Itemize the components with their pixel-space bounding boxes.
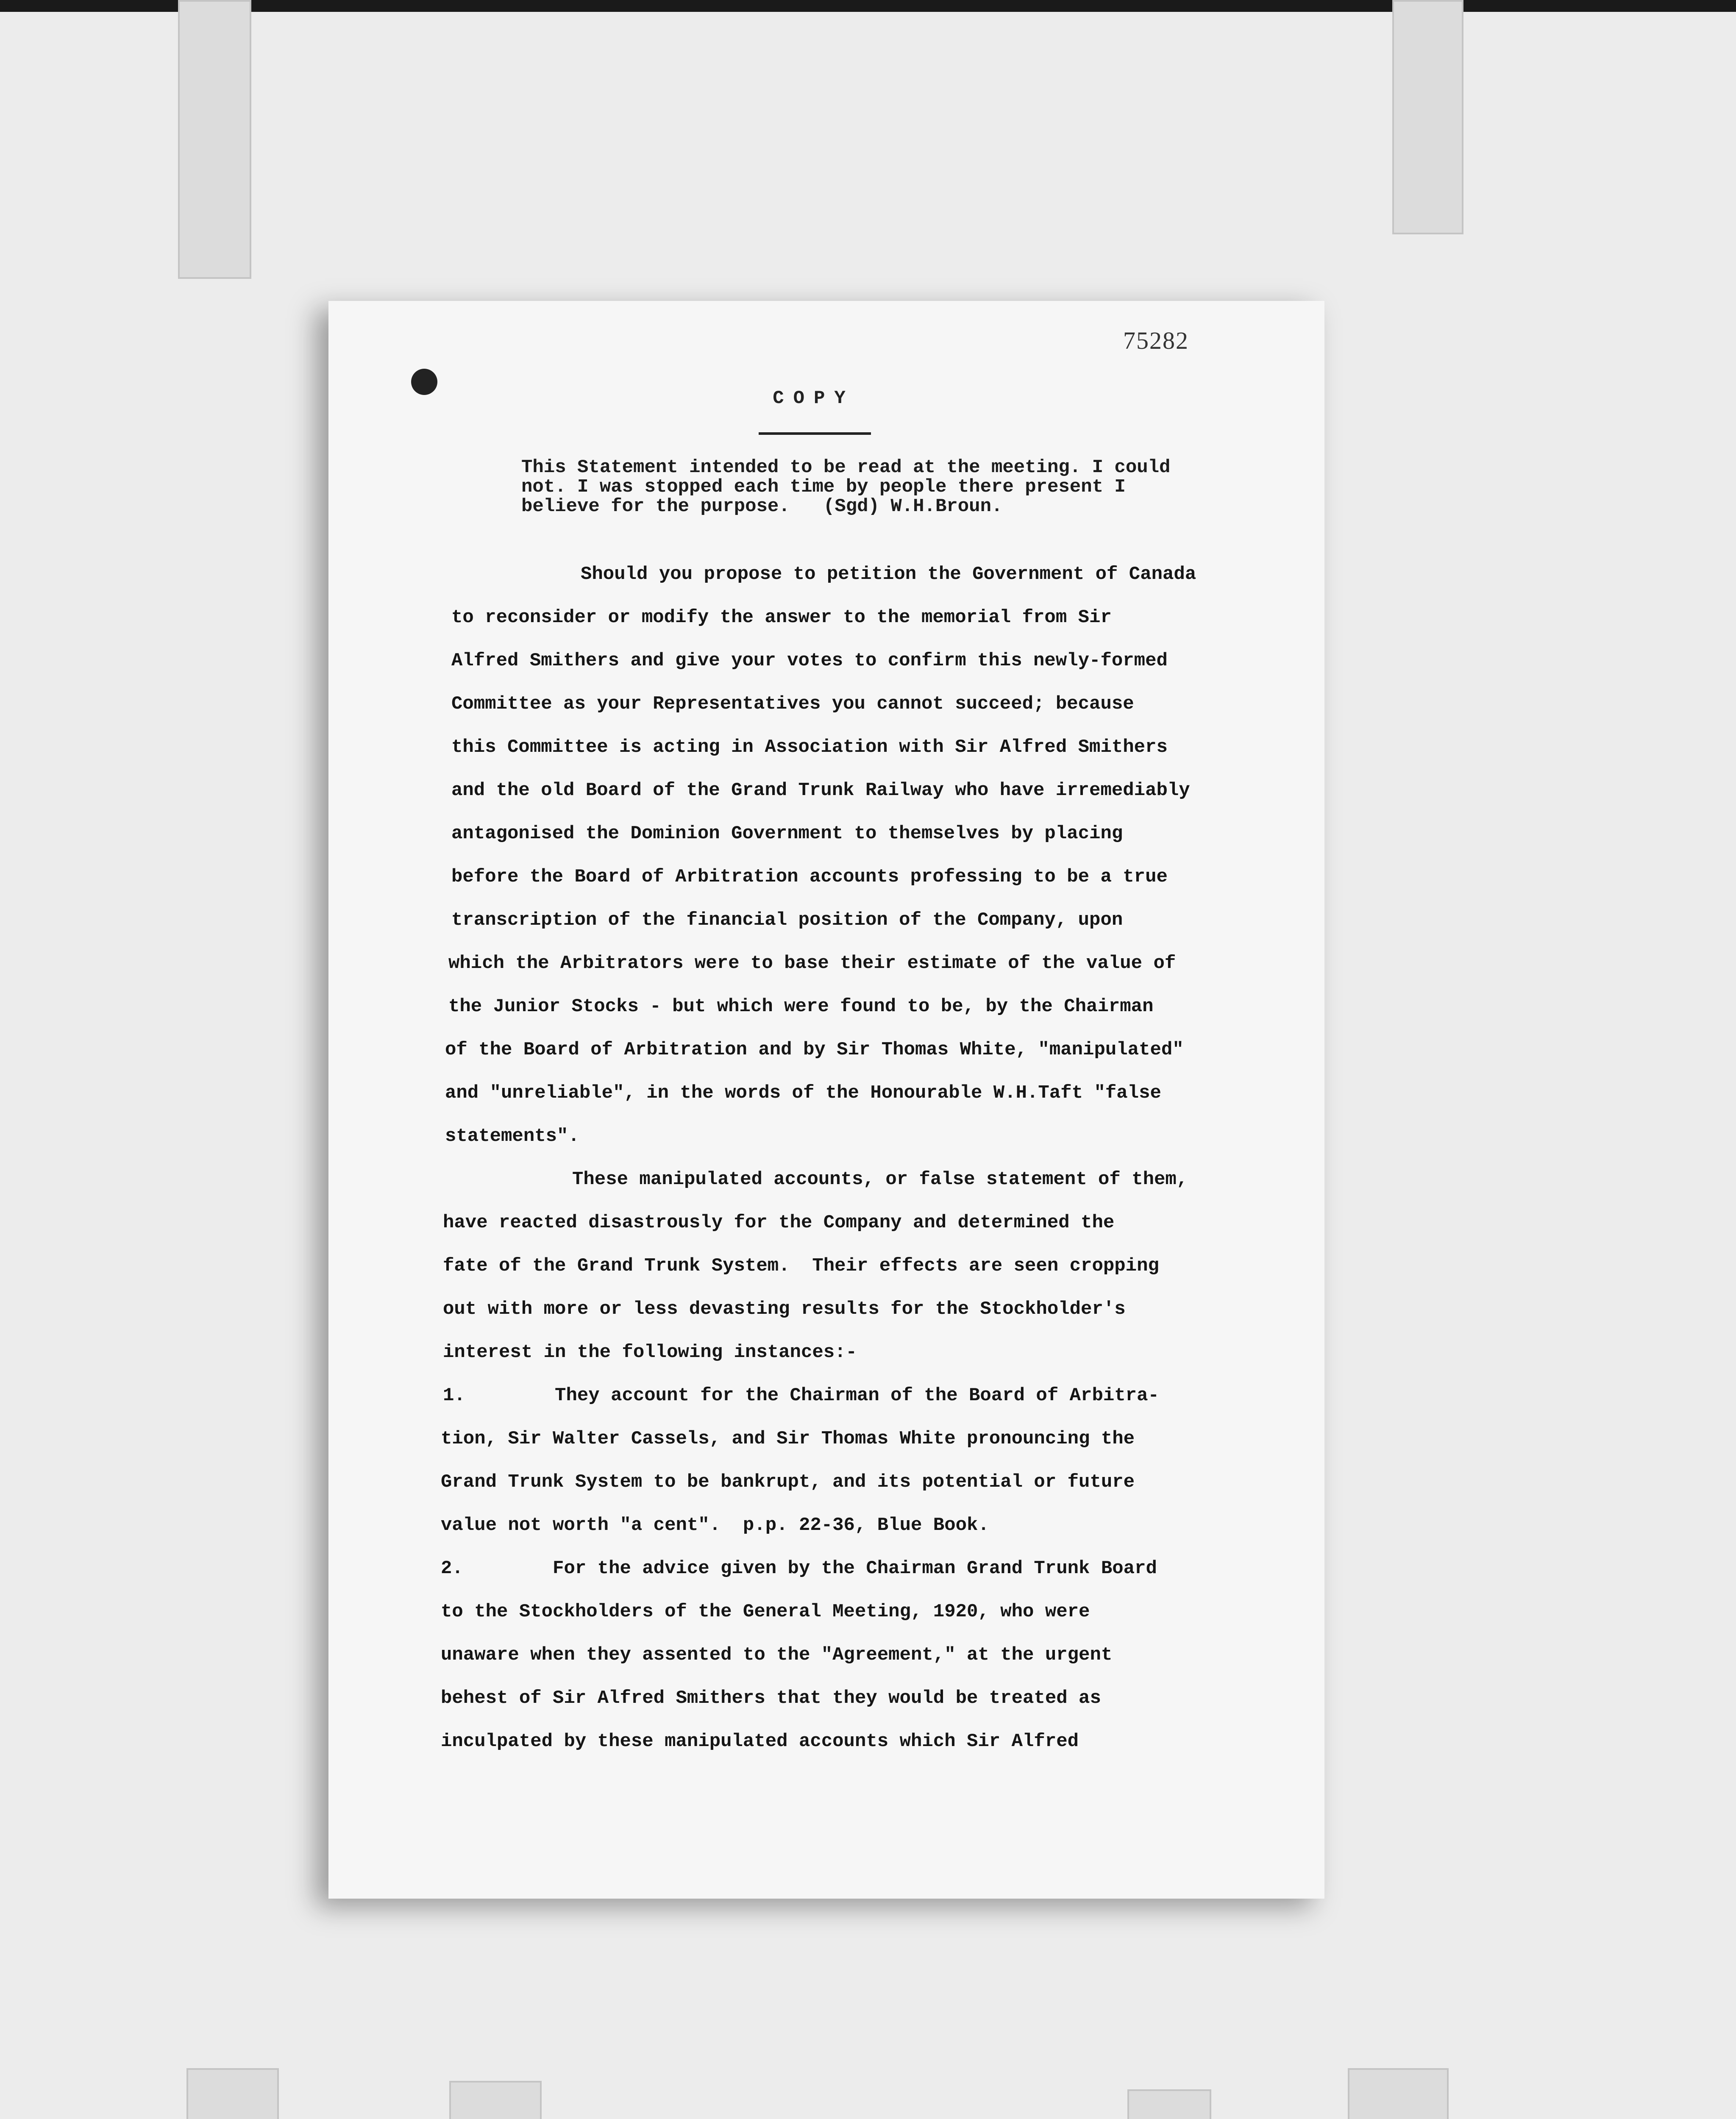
body-line: this Committee is acting in Association with Sir Alfred Smithers: [451, 737, 1168, 758]
mounting-tape: [1127, 2089, 1211, 2119]
document-heading: COPY: [773, 388, 855, 409]
body-line: Grand Trunk System to be bankrupt, and its potential or future: [441, 1471, 1135, 1493]
body-line: 1. They account for the Chairman of the Board of Arbitra-: [443, 1385, 1159, 1406]
mounting-tape: [178, 0, 251, 279]
punch-hole: [411, 369, 437, 395]
body-line: tion, Sir Walter Cassels, and Sir Thomas White pronouncing the: [441, 1428, 1135, 1449]
body-line: unaware when they assented to the "Agreement," at the urgent: [441, 1644, 1113, 1666]
note-line: not. I was stopped each time by people there present I: [521, 476, 1126, 498]
body-line: statements".: [445, 1126, 579, 1147]
heading-underline: [759, 432, 871, 435]
body-line: Committee as your Representatives you cannot succeed; because: [451, 693, 1134, 715]
body-line: have reacted disastrously for the Company and determined the: [443, 1212, 1115, 1233]
mounting-tape: [186, 2068, 279, 2119]
note-line: believe for the purpose. (Sgd) W.H.Broun.: [521, 496, 1003, 517]
body-line: antagonised the Dominion Government to themselves by placing: [451, 823, 1123, 844]
body-line: transcription of the financial position of the Company, upon: [451, 909, 1123, 931]
body-line: to the Stockholders of the General Meeting, 1920, who were: [441, 1601, 1090, 1622]
mounting-tape: [449, 2081, 542, 2119]
statement-note: [521, 458, 1284, 516]
mounting-tape: [1392, 0, 1463, 234]
body-line: the Junior Stocks - but which were found to be, by the Chairman: [448, 996, 1154, 1017]
body-line: before the Board of Arbitration accounts professing to be a true: [451, 866, 1168, 887]
film-top-edge: [0, 0, 1736, 12]
body-line: and "unreliable", in the words of the Honourable W.H.Taft "false: [445, 1082, 1161, 1104]
body-line: fate of the Grand Trunk System. Their effects are seen cropping: [443, 1255, 1159, 1276]
body-line: which the Arbitrators were to base their estimate of the value of: [448, 953, 1176, 974]
body-line: interest in the following instances:-: [443, 1342, 857, 1363]
body-line: These manipulated accounts, or false statement of them,: [572, 1169, 1188, 1190]
body-line: of the Board of Arbitration and by Sir Thomas White, "manipulated": [445, 1039, 1184, 1060]
page-number: 75282: [1123, 327, 1189, 354]
body-line: value not worth "a cent". p.p. 22-36, Blue Book.: [441, 1515, 989, 1536]
body-line: Should you propose to petition the Government of Canada: [581, 564, 1196, 585]
body-line: behest of Sir Alfred Smithers that they would be treated as: [441, 1688, 1101, 1709]
body-line: 2. For the advice given by the Chairman Grand Trunk Board: [441, 1558, 1157, 1579]
body-line: to reconsider or modify the answer to the memorial from Sir: [451, 607, 1112, 628]
note-line: This Statement intended to be read at the meeting. I could: [521, 457, 1171, 478]
body-line: and the old Board of the Grand Trunk Railway who have irremediably: [451, 780, 1190, 801]
body-line: out with more or less devasting results for the Stockholder's: [443, 1299, 1126, 1320]
body-line: inculpated by these manipulated accounts which Sir Alfred: [441, 1731, 1079, 1752]
body-line: Alfred Smithers and give your votes to confirm this newly-formed: [451, 650, 1168, 671]
mounting-tape: [1348, 2068, 1449, 2119]
